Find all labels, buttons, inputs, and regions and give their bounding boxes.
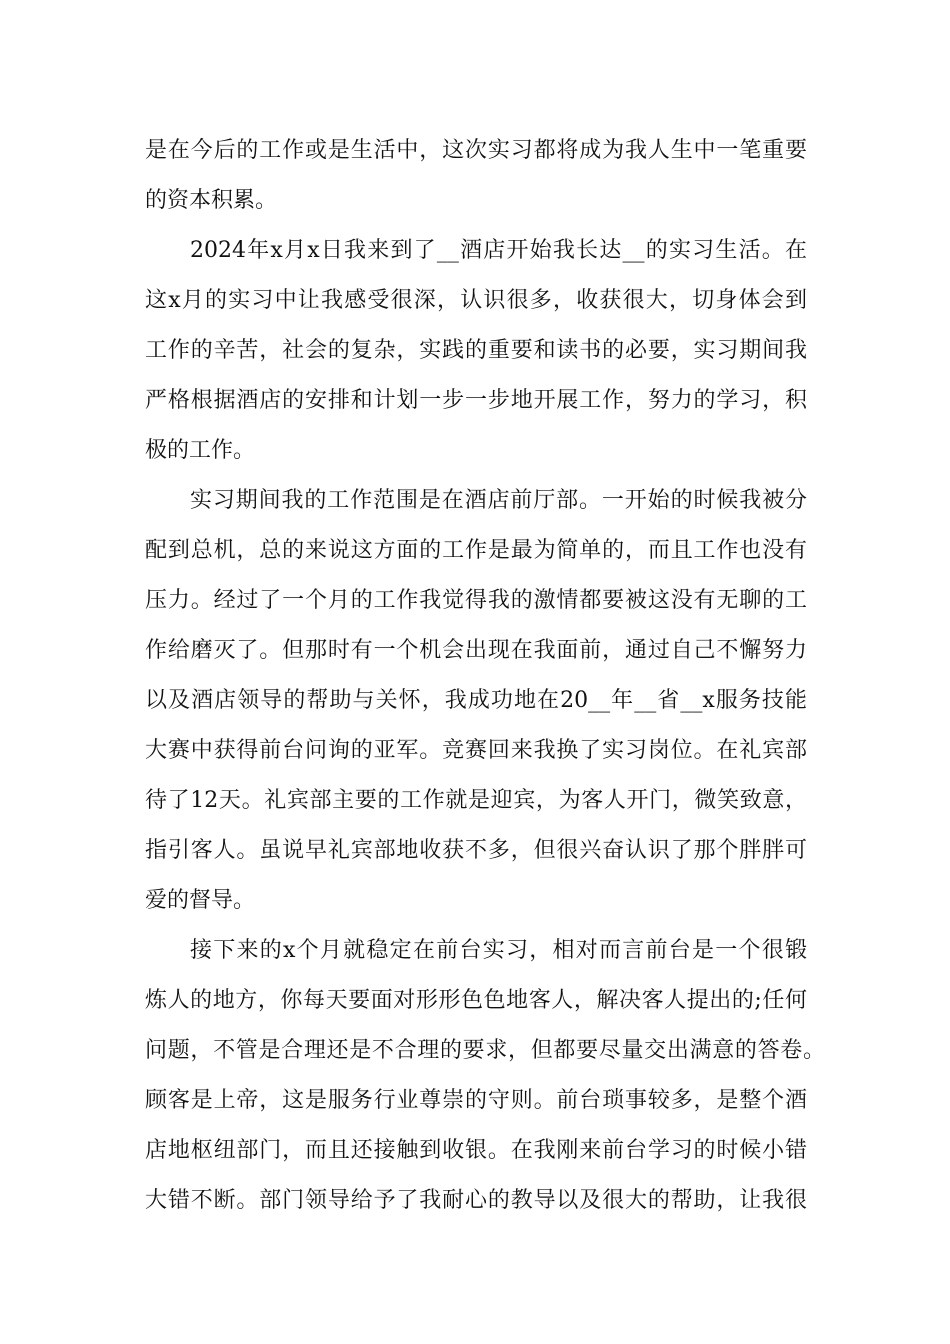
text-line: 实习期间我的工作范围是在酒店前厅部。一开始的时候我被分 [190, 488, 807, 513]
text-line: 顾客是上帝，这是服务行业尊崇的守则。前台琐事较多，是整个酒 [145, 1088, 807, 1113]
text-line: 接下来的x个月就稳定在前台实习，相对而言前台是一个很锻 [190, 938, 807, 963]
text-line: 是在今后的工作或是生活中，这次实习都将成为我人生中一笔重要 [145, 138, 807, 163]
text-line: 作给磨灭了。但那时有一个机会出现在我面前，通过自己不懈努力 [145, 638, 807, 663]
text-line: 工作的辛苦，社会的复杂，实践的重要和读书的必要，实习期间我 [145, 338, 807, 363]
text-line: 这x月的实习中让我感受很深，认识很多，收获很大，切身体会到 [145, 288, 807, 313]
text-line: 严格根据酒店的安排和计划一步一步地开展工作，努力的学习，积 [145, 388, 807, 413]
text-line: 店地枢纽部门，而且还接触到收银。在我刚来前台学习的时候小错 [145, 1138, 807, 1163]
text-line: 炼人的地方，你每天要面对形形色色地客人，解决客人提出的;任何 [145, 988, 807, 1013]
text-line: 的资本积累。 [145, 188, 278, 213]
text-line: 极的工作。 [145, 438, 256, 463]
text-line: 以及酒店领导的帮助与关怀，我成功地在20__年__省__x服务技能 [145, 688, 807, 713]
text-line: 大错不断。部门领导给予了我耐心的教导以及很大的帮助，让我很 [145, 1188, 807, 1213]
text-line: 待了12天。礼宾部主要的工作就是迎宾，为客人开门，微笑致意， [145, 788, 807, 813]
text-line: 压力。经过了一个月的工作我觉得我的激情都要被这没有无聊的工 [145, 588, 807, 613]
text-line: 指引客人。虽说早礼宾部地收获不多，但很兴奋认识了那个胖胖可 [145, 838, 807, 863]
text-line: 大赛中获得前台问询的亚军。竞赛回来我换了实习岗位。在礼宾部 [145, 738, 807, 763]
text-line: 爱的督导。 [145, 888, 256, 913]
text-line: 2024年x月x日我来到了__酒店开始我长达__的实习生活。在 [190, 238, 807, 263]
text-line: 问题，不管是合理还是不合理的要求，但都要尽量交出满意的答卷。 [145, 1038, 825, 1063]
text-line: 配到总机，总的来说这方面的工作是最为简单的，而且工作也没有 [145, 538, 807, 563]
